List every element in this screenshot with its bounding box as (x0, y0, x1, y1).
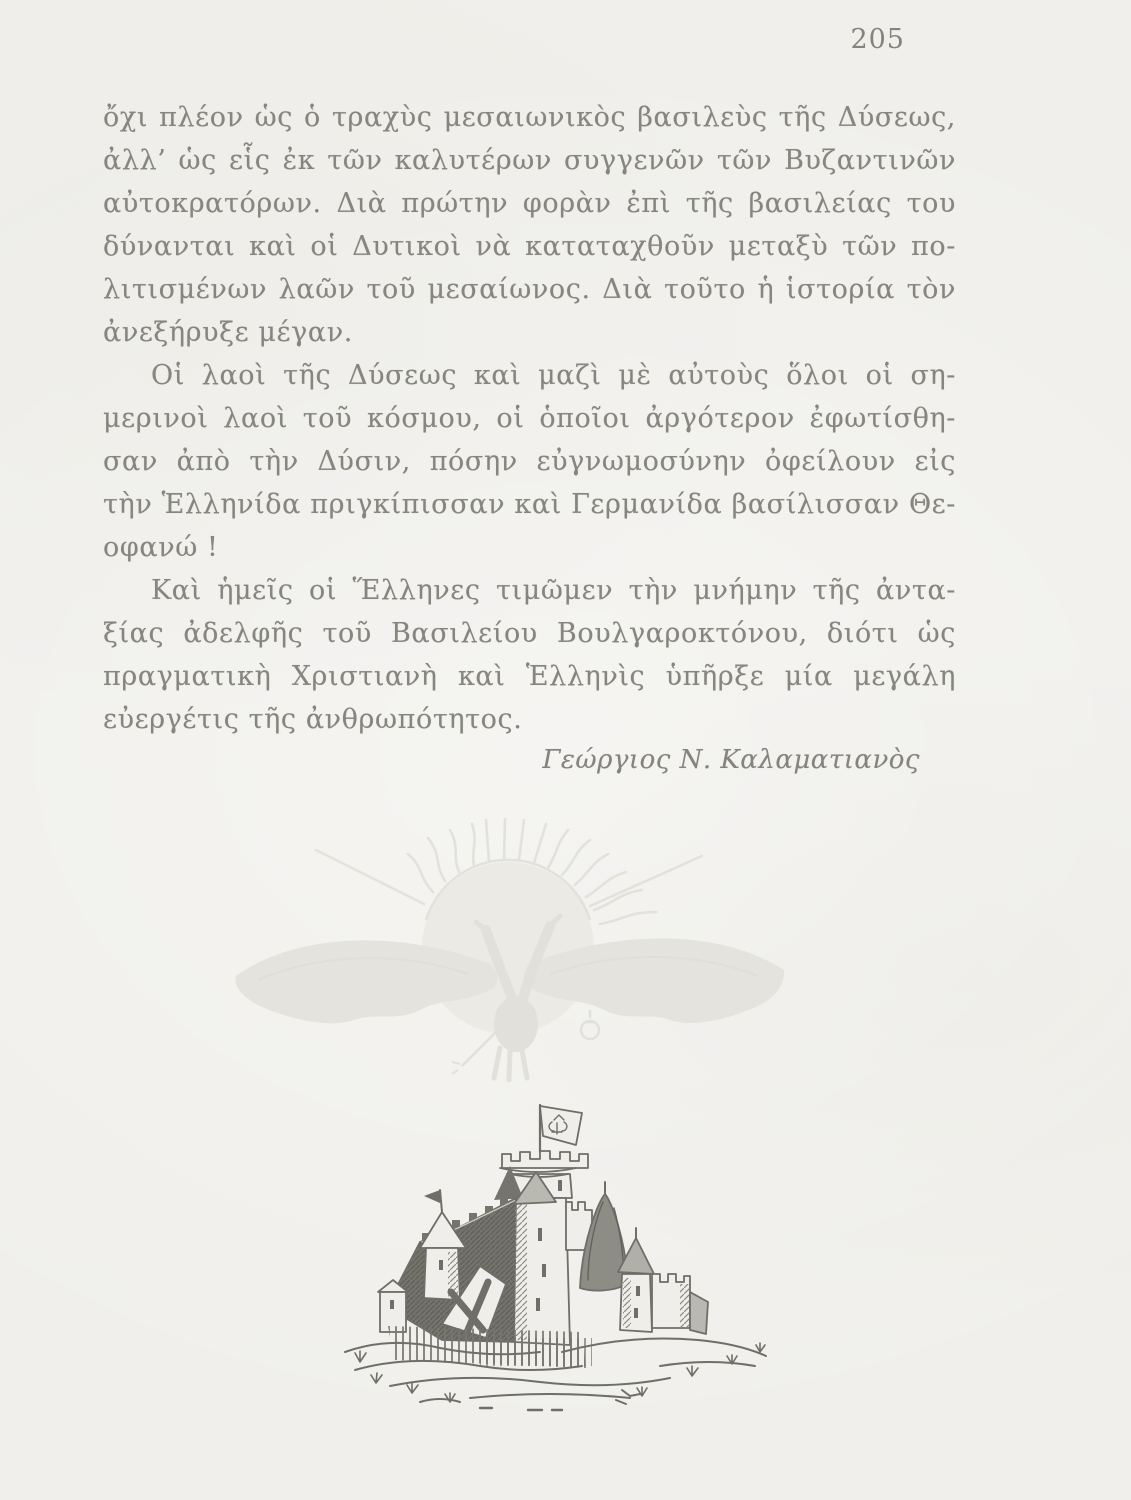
text-block (103, 96, 956, 777)
text-line: ἀλλ’ ὡς εἷς ἐκ τῶν καλυτέρων συγγενῶν τῶν Βυζαντινῶν (103, 145, 956, 176)
text-line: τὴν Ἑλληνίδα πριγκίπισσαν καὶ Γερμανίδα βασίλισσαν Θε- (103, 489, 956, 520)
text-line: πραγματικὴ Χριστιανὴ καὶ Ἑλληνὶς ὑπῆρξε μία μεγάλη (103, 661, 956, 692)
author-signature: Γεώργιος Ν. Καλαματιανὸς (542, 745, 920, 775)
text-line: Καὶ ἡμεῖς οἱ Ἕλληνες τιμῶμεν τὴν μνήμην τῆς ἀντα- (151, 575, 956, 606)
text-line: ὄχι πλέον ὡς ὁ τραχὺς μεσαιωνικὸς βασιλεὺς τῆς Δύσεως, (103, 102, 956, 133)
text-line: λιτισμένων λαῶν τοῦ μεσαίωνος. Διὰ τοῦτο ἡ ἱστορία τὸν (103, 274, 956, 305)
text-line: Οἱ λαοὶ τῆς Δύσεως καὶ μαζὶ μὲ αὐτοὺς ὅλοι οἱ ση- (151, 360, 956, 391)
paragraph (103, 354, 956, 569)
text-line: αὐτοκρατόρων. Διὰ πρώτην φορὰν ἐπὶ τῆς βασιλείας του (103, 188, 956, 219)
text-line: σαν ἀπὸ τὴν Δύσιν, πόσην εὐγνωμοσύνην ὀφείλουν εἰς (103, 446, 956, 477)
text-line: δύνανται καὶ οἱ Δυτικοὶ νὰ καταταχθοῦν μεταξὺ τῶν πο- (103, 231, 956, 262)
eagle-banner (540, 1105, 582, 1152)
castle-illustration (330, 1090, 790, 1430)
text-line: εὐεργέτις τῆς ἀνθρωπότητος. (103, 704, 523, 735)
paragraphs-container (103, 96, 956, 741)
text-line: ξίας ἀδελφῆς τοῦ Βασιλείου Βουλγαροκτόνου, διότι ὡς (103, 618, 956, 649)
paragraph (103, 96, 956, 354)
page-number: 205 (850, 24, 905, 55)
text-line: μερινοὶ λαοὶ τοῦ κόσμου, οἱ ὁποῖοι ἀργότερον ἐφωτίσθη- (103, 403, 956, 434)
watermark-eagle-sun-emblem (228, 818, 912, 1082)
paragraph (103, 569, 956, 741)
text-line: οφανώ ! (103, 532, 219, 563)
text-line: ἀνεξήρυξε μέγαν. (103, 317, 353, 348)
